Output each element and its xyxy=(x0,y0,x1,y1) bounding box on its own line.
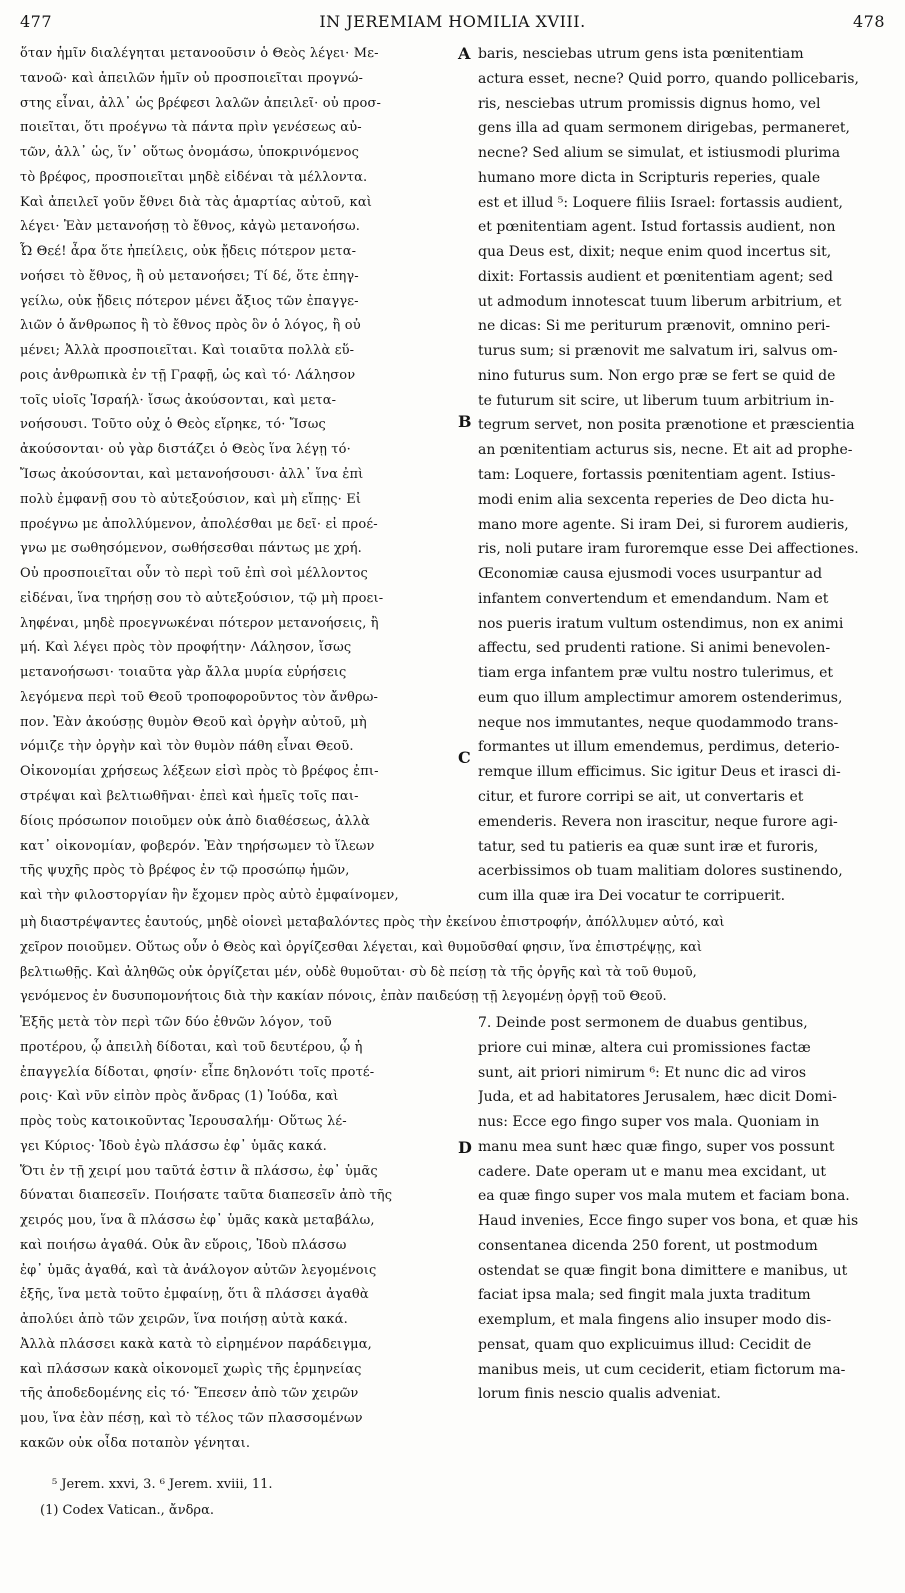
greek-text-line: ἀπολύει ἀπὸ τῶν χειρῶν, ἵνα ποιήσῃ αὐτὰ κακά. xyxy=(20,1312,348,1328)
greek-column-top xyxy=(20,42,452,909)
latin-column-top xyxy=(478,42,890,909)
footnote-codex: (1) Codex Vatican., ἄνδρα. xyxy=(40,1503,214,1518)
greek-text-line: Οὐ προσποιεῖται οὖν τὸ περὶ τοῦ ἐπὶ σοὶ μέλλοντος xyxy=(20,566,368,582)
margin-marker-b: B xyxy=(458,412,472,431)
greek-text-line: καὶ ποιήσω ἀγαθά. Οὐκ ἂν εὕροις, Ἰδοὺ πλάσσω xyxy=(20,1237,347,1253)
latin-text-line: infantem convertendum et emendandum. Nam et xyxy=(478,590,829,607)
greek-text-line: τῆς ψυχῆς πρὸς τὸ βρέφος ἐν τῷ προσώπῳ ἡμῶν, xyxy=(20,863,350,879)
greek-text-line: μὴ διαστρέψαντες ἑαυτούς, μηδὲ οἱονεὶ μεταβαλόντες πρὸς τὴν ἐκείνου ἐπιστροφήν, ἀπόλλυμεν αὐτό, καὶ xyxy=(20,915,725,930)
page-number-right: 478 xyxy=(852,12,885,31)
latin-text-line: dixit: Fortassis audient et pœnitentiam agent; sed xyxy=(478,268,833,285)
latin-text-line: qua Deus est, dixit; neque enim quod incertus sit, xyxy=(478,244,832,261)
latin-text-line: tatur, sed tu patieris ea quæ sunt iræ et furoris, xyxy=(478,838,819,855)
greek-text-line: προτέρου, ᾧ ἀπειλὴ δίδοται, καὶ τοῦ δευτέρου, ᾧ ἡ xyxy=(20,1039,363,1055)
greek-text-line: ροις ἀνθρωπικὰ ἐν τῇ Γραφῇ, ὡς καὶ τό· Λάλησον xyxy=(20,367,356,383)
greek-text-line: γενόμενος ἐν δυσυπομονήτοις διὰ τὴν κακίαν πόνοις, ἐπὰν παιδεύσῃ τῇ λεγομένῃ ὀργῇ τοῦ Θεοῦ. xyxy=(20,989,667,1005)
latin-text-line: eum quo illum amplectimur amorem ostenderimus, xyxy=(478,689,843,706)
latin-text-line: ut admodum innotescat tuum liberum arbitrium, et xyxy=(478,293,842,310)
latin-text-line: 7. Deinde post sermonem de duabus gentibus, xyxy=(478,1015,808,1031)
latin-text-line: an pœnitentiam acturus sis, necne. Et ait ad prophe- xyxy=(478,442,853,459)
greek-text-line: ποιεῖται, ὅτι προέγνω τὰ πάντα πρὶν γενέσεως αὐ- xyxy=(20,120,362,136)
latin-text-line: te futurum sit scire, ut liberum tuum arbitrium in- xyxy=(478,392,835,409)
greek-text-line: λεγόμενα περὶ τοῦ Θεοῦ τροποφοροῦντος τὸν ἄνθρω- xyxy=(20,689,379,705)
latin-text-line: actura esset, necne? Quid porro, quando pollicebaris, xyxy=(478,70,859,87)
latin-text-line: neque nos immutantes, neque quodammodo trans- xyxy=(478,714,839,731)
margin-marker-d: D xyxy=(458,1138,472,1157)
latin-text-line: tiam erga infantem præ vultu nostro tulerimus, et xyxy=(478,665,834,682)
greek-text-line: Καὶ ἀπειλεῖ γοῦν ἔθνει διὰ τὰς ἁμαρτίας αὐτοῦ, καὶ xyxy=(20,194,372,210)
greek-text-line: μου, ἵνα ἐὰν πέσῃ, καὶ τὸ τέλος τῶν πλασσομένων xyxy=(20,1411,363,1427)
greek-text-line: εἰδέναι, ἵνα τηρήσῃ σου τὸ αὐτεξούσιον, τῷ μὴ προει- xyxy=(20,590,384,606)
latin-text-line: pensat, quam quo explicuimus illud: Cecidit de xyxy=(478,1336,812,1353)
greek-text-line: προέγνω με ἀπολλύμενον, ἀπολέσθαι με δεῖ· εἰ προέ- xyxy=(20,516,378,532)
greek-text-line: νόμιζε τὴν ὀργὴν καὶ τὸν θυμὸν πάθη εἶναι Θεοῦ. xyxy=(20,739,354,755)
greek-text-line: πρὸς τοὺς κατοικοῦντας Ἱερουσαλήμ· Οὕτως λέ- xyxy=(20,1114,347,1130)
greek-text-line: χεῖρον ποιοῦμεν. Οὕτως οὖν ὁ Θεὸς καὶ ὀργίζεσθαι λέγεται, καὶ θυμοῦσθαί φησιν, ἵνα ἐπιστρέψῃς, καὶ xyxy=(20,939,702,955)
latin-text-line: ne dicas: Si me periturum prænovit, omnino peri- xyxy=(478,318,831,335)
greek-text-line: μένει; Ἀλλὰ προσποιεῖται. Καὶ τοιαῦτα πολλὰ εὕ- xyxy=(20,343,355,359)
greek-column-bottom xyxy=(20,1011,452,1457)
greek-text-line: γείλω, οὐκ ᾔδεις πότερον μένει ἄξιος τῶν ἐπαγγε- xyxy=(20,293,359,309)
greek-text-line: ἀκούσονται· οὐ γὰρ διστάζει ὁ Θεὸς ἵνα λέγῃ τό· xyxy=(20,442,351,458)
greek-text-line: ἐφ᾽ ὑμᾶς ἀγαθά, καὶ τὰ ἀνάλογον αὐτῶν λεγομένοις xyxy=(20,1262,377,1278)
greek-text-line: δύναται διαπεσεῖν. Ποιήσατε ταῦτα διαπεσεῖν ἀπὸ τῆς xyxy=(20,1188,393,1204)
latin-text-line: cadere. Date operam ut e manu mea excidant, ut xyxy=(478,1163,826,1180)
greek-text-line: λέγει· Ἐὰν μετανοήσῃ τὸ ἔθνος, κἀγὼ μετανοήσω. xyxy=(20,219,361,235)
margin-marker-c: C xyxy=(458,748,471,767)
latin-text-line: nus: Ecce ego fingo super vos mala. Quoniam in xyxy=(478,1114,820,1131)
latin-text-line: affectu, sed prudenti ratione. Si animi benevolen- xyxy=(478,640,831,657)
margin-marker-a: A xyxy=(458,44,471,63)
latin-text-line: necne? Sed alium se simulat, et istiusmodi plurima xyxy=(478,145,841,162)
greek-text-line: μή. Καὶ λέγει πρὸς τὸν προφήτην· Λάλησον, ἴσως xyxy=(20,640,352,656)
latin-text-line: est et illud ⁵: Loquere filiis Israel: fortassis audient, xyxy=(478,194,843,211)
greek-text-line: στης εἶναι, ἀλλ᾽ ὡς βρέφεσι λαλῶν ἀπειλεῖ· οὐ προσ- xyxy=(20,95,382,111)
latin-text-line: citur, et furore corripi se ait, ut convertaris et xyxy=(478,788,804,805)
greek-text-line: καὶ πλάσσων κακὰ οἰκονομεῖ χωρὶς τῆς ἑρμηνείας xyxy=(20,1361,362,1377)
latin-text-line: acerbissimos ob tuam malitiam dolores sustinendo, xyxy=(478,863,843,880)
running-title: IN JEREMIAM HOMILIA XVIII. xyxy=(319,12,586,31)
latin-text-line: nos pueris iratum vultum ostendimus, non ex animi xyxy=(478,615,844,632)
greek-text-line: Ἑξῆς μετὰ τὸν περὶ τῶν δύο ἐθνῶν λόγον, τοῦ xyxy=(20,1015,332,1030)
latin-text-line: priore cui minæ, altera cui promissiones factæ xyxy=(478,1039,811,1056)
latin-column-bottom xyxy=(478,1011,890,1407)
greek-text-line: πολὺ ἐμφανῇ σου τὸ αὐτεξούσιον, καὶ μὴ εἴπῃς· Εἰ xyxy=(20,491,362,507)
latin-text-line: consentanea dicenda 250 forent, ut postmodum xyxy=(478,1237,818,1254)
greek-text-line: Ὦ Θεέ! ἆρα ὅτε ἠπείλεις, οὐκ ᾔδεις πότερον μετα- xyxy=(20,244,357,260)
latin-text-line: exemplum, et mala fingens alio insuper modo dis- xyxy=(478,1312,832,1329)
greek-text-line: στρέψαι καὶ βελτιωθῆναι· ἐπεὶ καὶ ἡμεῖς τοῖς παι- xyxy=(20,788,359,804)
greek-text-line: νοήσει τὸ ἔθνος, ἢ οὐ μετανοήσει; Τί δέ, ὅτε ἐπηγ- xyxy=(20,268,359,284)
greek-text-line: Οἰκονομίαι χρήσεως λέξεων εἰσὶ πρὸς τὸ βρέφος ἐπι- xyxy=(20,764,379,780)
latin-text-line: et pœnitentiam agent. Istud fortassis audient, non xyxy=(478,219,836,236)
greek-text-line: καὶ τὴν φιλοστοργίαν ἣν ἔχομεν πρὸς αὐτὸ ἐμφαίνομεν, xyxy=(20,888,399,904)
footnote-references: ⁵ Jerem. xxvi, 3. ⁶ Jerem. xviii, 11. xyxy=(52,1477,273,1492)
latin-text-line: faciat ipsa mala; sed fingit mala juxta traditum xyxy=(478,1287,811,1304)
greek-text-line: δίοις πρόσωπον ποιοῦμεν οὐκ ἀπὸ διαθέσεως, ἀλλὰ xyxy=(20,813,370,829)
latin-text-line: sunt, ait priori nimirum ⁶: Et nunc dic ad viros xyxy=(478,1064,807,1081)
greek-text-line: ἑξῆς, ἵνα μετὰ τοῦτο ἐμφαίνῃ, ὅτι ἃ πλάσσει ἀγαθὰ xyxy=(20,1287,369,1303)
latin-text-line: baris, nesciebas utrum gens ista pœnitentiam xyxy=(478,46,804,62)
latin-text-line: ea quæ fingo super vos mala mutem et faciam bona. xyxy=(478,1188,850,1205)
latin-text-line: ris, noli putare iram furoremque esse Dei affectiones. xyxy=(478,541,859,558)
page-number-left: 477 xyxy=(20,12,53,31)
latin-text-line: emenderis. Revera non irascitur, neque furore agi- xyxy=(478,813,838,830)
latin-text-line: manibus meis, ut cum ceciderit, etiam fictorum ma- xyxy=(478,1361,846,1378)
greek-text-line: τοῖς υἱοῖς Ἰσραήλ· ἴσως ἀκούσονται, καὶ μετα- xyxy=(20,392,337,408)
greek-text-line: βελτιωθῇς. Καὶ ἀληθῶς οὐκ ὀργίζεται μέν, οὐδὲ θυμοῦται· σὺ δὲ πείσῃ τὰ τῆς ὀργῆς καὶ τὰ τοῦ θυμοῦ, xyxy=(20,964,697,980)
latin-text-line: cum illa quæ ira Dei vocatur te corripuerit. xyxy=(478,888,786,905)
latin-text-line: ris, nesciebas utrum promissis dignus homo, vel xyxy=(478,95,821,112)
greek-text-line: κατ᾽ οἰκονομίαν, φοβερόν. Ἐὰν τηρήσωμεν τὸ ἵλεων xyxy=(20,838,375,854)
greek-text-line: ὅταν ἡμῖν διαλέγηται μετανοοῦσιν ὁ Θεὸς λέγει· Με- xyxy=(20,46,379,61)
greek-text-line: νοήσουσι. Τοῦτο οὐχ ὁ Θεὸς εἴρηκε, τό· Ἴσως xyxy=(20,417,326,433)
greek-text-line: ληφέναι, μηδὲ προεγνωκέναι πότερον μετανοήσεις, ἢ xyxy=(20,615,379,631)
latin-text-line: nino futurus sum. Non ergo præ se fert se quid de xyxy=(478,367,836,384)
greek-text-line: ἐπαγγελία δίδοται, φησίν· εἶπε δηλονότι τοῖς προτέ- xyxy=(20,1064,375,1080)
latin-text-line: humano more dicta in Scripturis reperies, quale xyxy=(478,169,821,186)
latin-text-line: mano more agente. Si iram Dei, si furorem audieris, xyxy=(478,516,849,533)
greek-text-line: Ὅτι ἐν τῇ χειρί μου ταῦτά ἐστιν ἃ πλάσσω, ἐφ᾽ ὑμᾶς xyxy=(20,1163,378,1179)
greek-text-line: Ἀλλὰ πλάσσει κακὰ κατὰ τὸ εἰρημένον παράδειγμα, xyxy=(20,1336,372,1352)
greek-text-line: κακῶν οὐκ οἶδα ποταπὸν γένηται. xyxy=(20,1436,251,1452)
latin-text-line: tam: Loquere, fortassis pœnitentiam agent. Istius- xyxy=(478,467,836,484)
latin-text-line: Œconomiæ causa ejusmodi voces usurpantur ad xyxy=(478,566,823,583)
latin-text-line: tegrum servet, non posita prænotione et præscientia xyxy=(478,417,855,434)
latin-text-line: turus sum; si prænovit me salvatum iri, salvus om- xyxy=(478,343,838,360)
greek-text-line: τῶν, ἀλλ᾽ ὡς, ἵν᾽ οὕτως ὀνομάσω, ὑποκρινόμενος xyxy=(20,145,360,161)
greek-text-line: γει Κύριος· Ἰδοὺ ἐγὼ πλάσσω ἐφ᾽ ὑμᾶς κακά. xyxy=(20,1138,327,1154)
greek-text-line: Ἴσως ἀκούσονται, καὶ μετανοήσουσι· ἀλλ᾽ ἵνα ἐπὶ xyxy=(20,467,364,483)
latin-text-line: gens illa ad quam sermonem dirigebas, permaneret, xyxy=(478,120,850,137)
latin-text-line: remque illum efficimus. Sic igitur Deus et irasci di- xyxy=(478,764,841,781)
greek-text-line: πον. Ἐὰν ἀκούσῃς θυμὸν Θεοῦ καὶ ὀργὴν αὐτοῦ, μὴ xyxy=(20,714,367,730)
latin-text-line: modi enim alia sexcenta reperies de Deo dicta hu- xyxy=(478,491,834,508)
greek-text-line: μετανοήσωσι· τοιαῦτα γὰρ ἄλλα μυρία εὑρήσεις xyxy=(20,665,347,681)
greek-text-line: τανοῶ· καὶ ἀπειλῶν ἡμῖν οὐ προσποιεῖται προγνώ- xyxy=(20,70,364,86)
latin-text-line: formantes ut illum emendemus, perdimus, deterio- xyxy=(478,739,840,756)
latin-text-line: manu mea sunt hæc quæ fingo, super vos possunt xyxy=(478,1138,835,1155)
latin-text-line: ostendat se quæ fingit bona dimittere e manibus, ut xyxy=(478,1262,848,1279)
greek-text-line: τῆς ἀποδεδομένης εἰς τό· Ἔπεσεν ἀπὸ τῶν χειρῶν xyxy=(20,1386,359,1402)
greek-text-line: λιῶν ὁ ἄνθρωπος ἢ τὸ ἔθνος πρὸς ὃν ὁ λόγος, ἢ οὐ xyxy=(20,318,361,334)
greek-text-line: γνω με σωθησόμενον, σωθήσεσθαι πάντως με χρή. xyxy=(20,541,362,557)
greek-text-line: χειρός μου, ἵνα ἃ πλάσσω ἐφ᾽ ὑμᾶς κακὰ μεταβάλω, xyxy=(20,1213,375,1229)
latin-text-line: Juda, et ad habitatores Jerusalem, hæc dicit Domi- xyxy=(478,1089,837,1106)
full-width-lines xyxy=(20,911,888,1010)
greek-text-line: ροις· Καὶ νῦν εἰπὸν πρὸς ἄνδρας (1) Ἰούδα, καὶ xyxy=(20,1089,339,1105)
latin-text-line: Haud invenies, Ecce fingo super vos bona, et quæ his xyxy=(478,1213,859,1230)
latin-text-line: lorum finis nescio qualis adveniat. xyxy=(478,1386,721,1403)
greek-text-line: τὸ βρέφος, προσποιεῖται μηδὲ εἰδέναι τὰ μέλλοντα. xyxy=(20,169,368,185)
